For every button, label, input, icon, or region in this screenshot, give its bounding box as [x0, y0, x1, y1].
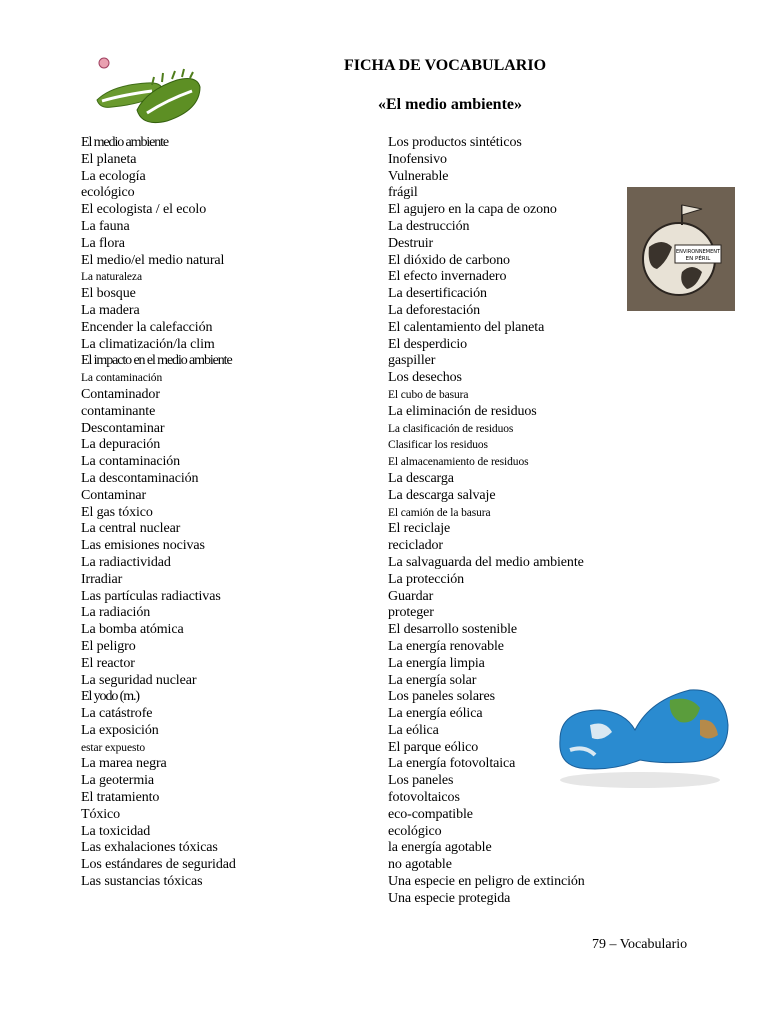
list-item: La flora — [81, 235, 125, 251]
list-item: La deforestación — [388, 302, 481, 318]
list-item: Inofensivo — [388, 151, 447, 167]
list-item: Contaminar — [81, 487, 147, 503]
list-item: Las partículas radiactivas — [81, 588, 221, 604]
list-item: El desarrollo sostenible — [388, 622, 518, 638]
list-item: Una especie protegida — [388, 890, 511, 906]
list-item: La radiactividad — [81, 554, 171, 570]
grass-slippers-image — [92, 55, 207, 130]
list-item: Encender la calefacción — [81, 319, 213, 335]
list-item: Los desechos — [388, 370, 462, 386]
list-item: La radiación — [81, 605, 151, 621]
list-item: contaminante — [81, 403, 156, 419]
list-item: El tratamiento — [81, 790, 160, 806]
list-item: El reactor — [81, 655, 135, 671]
list-item: Guardar — [388, 588, 434, 604]
list-item: El planeta — [81, 151, 137, 167]
list-item: La energía renovable — [388, 638, 504, 654]
list-item: El almacenamiento de residuos — [388, 456, 529, 469]
list-item: frágil — [388, 185, 418, 201]
list-item: Los estándares de seguridad — [81, 857, 236, 873]
list-item: La madera — [81, 302, 140, 318]
environment-in-peril-poster-image — [627, 187, 735, 311]
list-item: La energía eólica — [388, 706, 483, 722]
vocabulary-list-right — [388, 135, 585, 908]
list-item: reciclador — [388, 538, 443, 554]
list-item: El parque eólico — [388, 739, 479, 755]
list-item: La descontaminación — [81, 470, 199, 486]
list-item: La geotermia — [81, 773, 155, 789]
list-item: El desperdicio — [388, 336, 468, 352]
list-item: Descontaminar — [81, 420, 165, 436]
list-item: El yodo (m.) — [81, 689, 139, 705]
list-item: La energía solar — [388, 672, 477, 688]
list-item: La depuración — [81, 437, 161, 453]
list-item: El camión de la basura — [388, 506, 491, 519]
list-item: La contaminación — [81, 454, 181, 470]
list-item: la energía agotable — [388, 840, 492, 856]
list-item: La destrucción — [388, 218, 470, 234]
list-item: La climatización/la clim — [81, 336, 215, 352]
list-item: El impacto en el medio ambiente — [81, 353, 232, 369]
list-item: Destruir — [388, 235, 434, 251]
list-item: estar expuesto — [81, 741, 146, 754]
list-item: Los paneles — [388, 773, 454, 789]
list-item: Vulnerable — [388, 168, 449, 184]
list-item: El bosque — [81, 286, 136, 302]
list-item: ecológico — [388, 823, 442, 839]
list-item: El ecologista / el ecolo — [81, 202, 207, 218]
list-item: gaspiller — [388, 353, 436, 369]
list-item: La ecología — [81, 168, 146, 184]
list-item: El gas tóxico — [81, 504, 153, 520]
list-item: La bomba atómica — [81, 622, 184, 638]
list-item: La fauna — [81, 218, 130, 234]
list-item: El medio/el medio natural — [81, 252, 225, 268]
list-item: Los paneles solares — [388, 689, 495, 705]
list-item: El peligro — [81, 638, 136, 654]
list-item: Irradiar — [81, 571, 123, 587]
list-item: Tóxico — [81, 806, 121, 822]
page-subtitle: «El medio ambiente» — [378, 96, 522, 113]
list-item: El dióxido de carbono — [388, 252, 510, 268]
list-item: La naturaleza — [81, 271, 142, 284]
list-item: La clasificación de residuos — [388, 422, 514, 435]
list-item: La eólica — [388, 722, 439, 738]
list-item: La marea negra — [81, 756, 167, 772]
list-item: eco-compatible — [388, 806, 473, 822]
list-item: Las exhalaciones tóxicas — [81, 840, 218, 856]
list-item: La desertificación — [388, 286, 487, 302]
list-item: La energía fotovoltaica — [388, 756, 516, 772]
list-item: La exposición — [81, 722, 159, 738]
list-item: Las sustancias tóxicas — [81, 874, 203, 890]
poster-line-2: EN PÉRIL — [685, 256, 711, 262]
list-item: La protección — [388, 571, 465, 587]
list-item: La energía limpia — [388, 655, 485, 671]
page-footer: 79 – Vocabulario — [592, 937, 688, 952]
list-item: La descarga — [388, 470, 454, 486]
list-item: La seguridad nuclear — [81, 672, 197, 688]
list-item: El calentamiento del planeta — [388, 319, 545, 335]
list-item: El cubo de basura — [388, 388, 469, 401]
list-item: Las emisiones nocivas — [81, 538, 205, 554]
list-item: Una especie en peligro de extinción — [388, 874, 585, 890]
list-item: El reciclaje — [388, 521, 451, 537]
list-item: fotovoltaicos — [388, 790, 460, 806]
list-item: proteger — [388, 605, 434, 621]
small-badge-icon — [99, 58, 109, 68]
list-item: no agotable — [388, 857, 452, 873]
list-item: Contaminador — [81, 386, 160, 402]
list-item: Clasificar los residuos — [388, 439, 488, 452]
list-item: La catástrofe — [81, 706, 153, 722]
list-item: La salvaguarda del medio ambiente — [388, 554, 584, 570]
list-item: La descarga salvaje — [388, 487, 496, 503]
list-item: Los productos sintéticos — [388, 135, 522, 150]
vocabulary-list-left — [81, 135, 236, 891]
page-title: FICHA DE VOCABULARIO — [343, 57, 547, 74]
list-item: El efecto invernadero — [388, 269, 507, 285]
list-item: El medio ambiente — [81, 135, 169, 150]
list-item: La eliminación de residuos — [388, 403, 537, 419]
list-item: La contaminación — [81, 372, 163, 385]
list-item: La central nuclear — [81, 521, 181, 537]
poster-line-1: ENVIRONNEMENT — [675, 249, 721, 255]
list-item: La toxicidad — [81, 823, 151, 839]
list-item: El agujero en la capa de ozono — [388, 202, 557, 218]
list-item: ecológico — [81, 185, 135, 201]
